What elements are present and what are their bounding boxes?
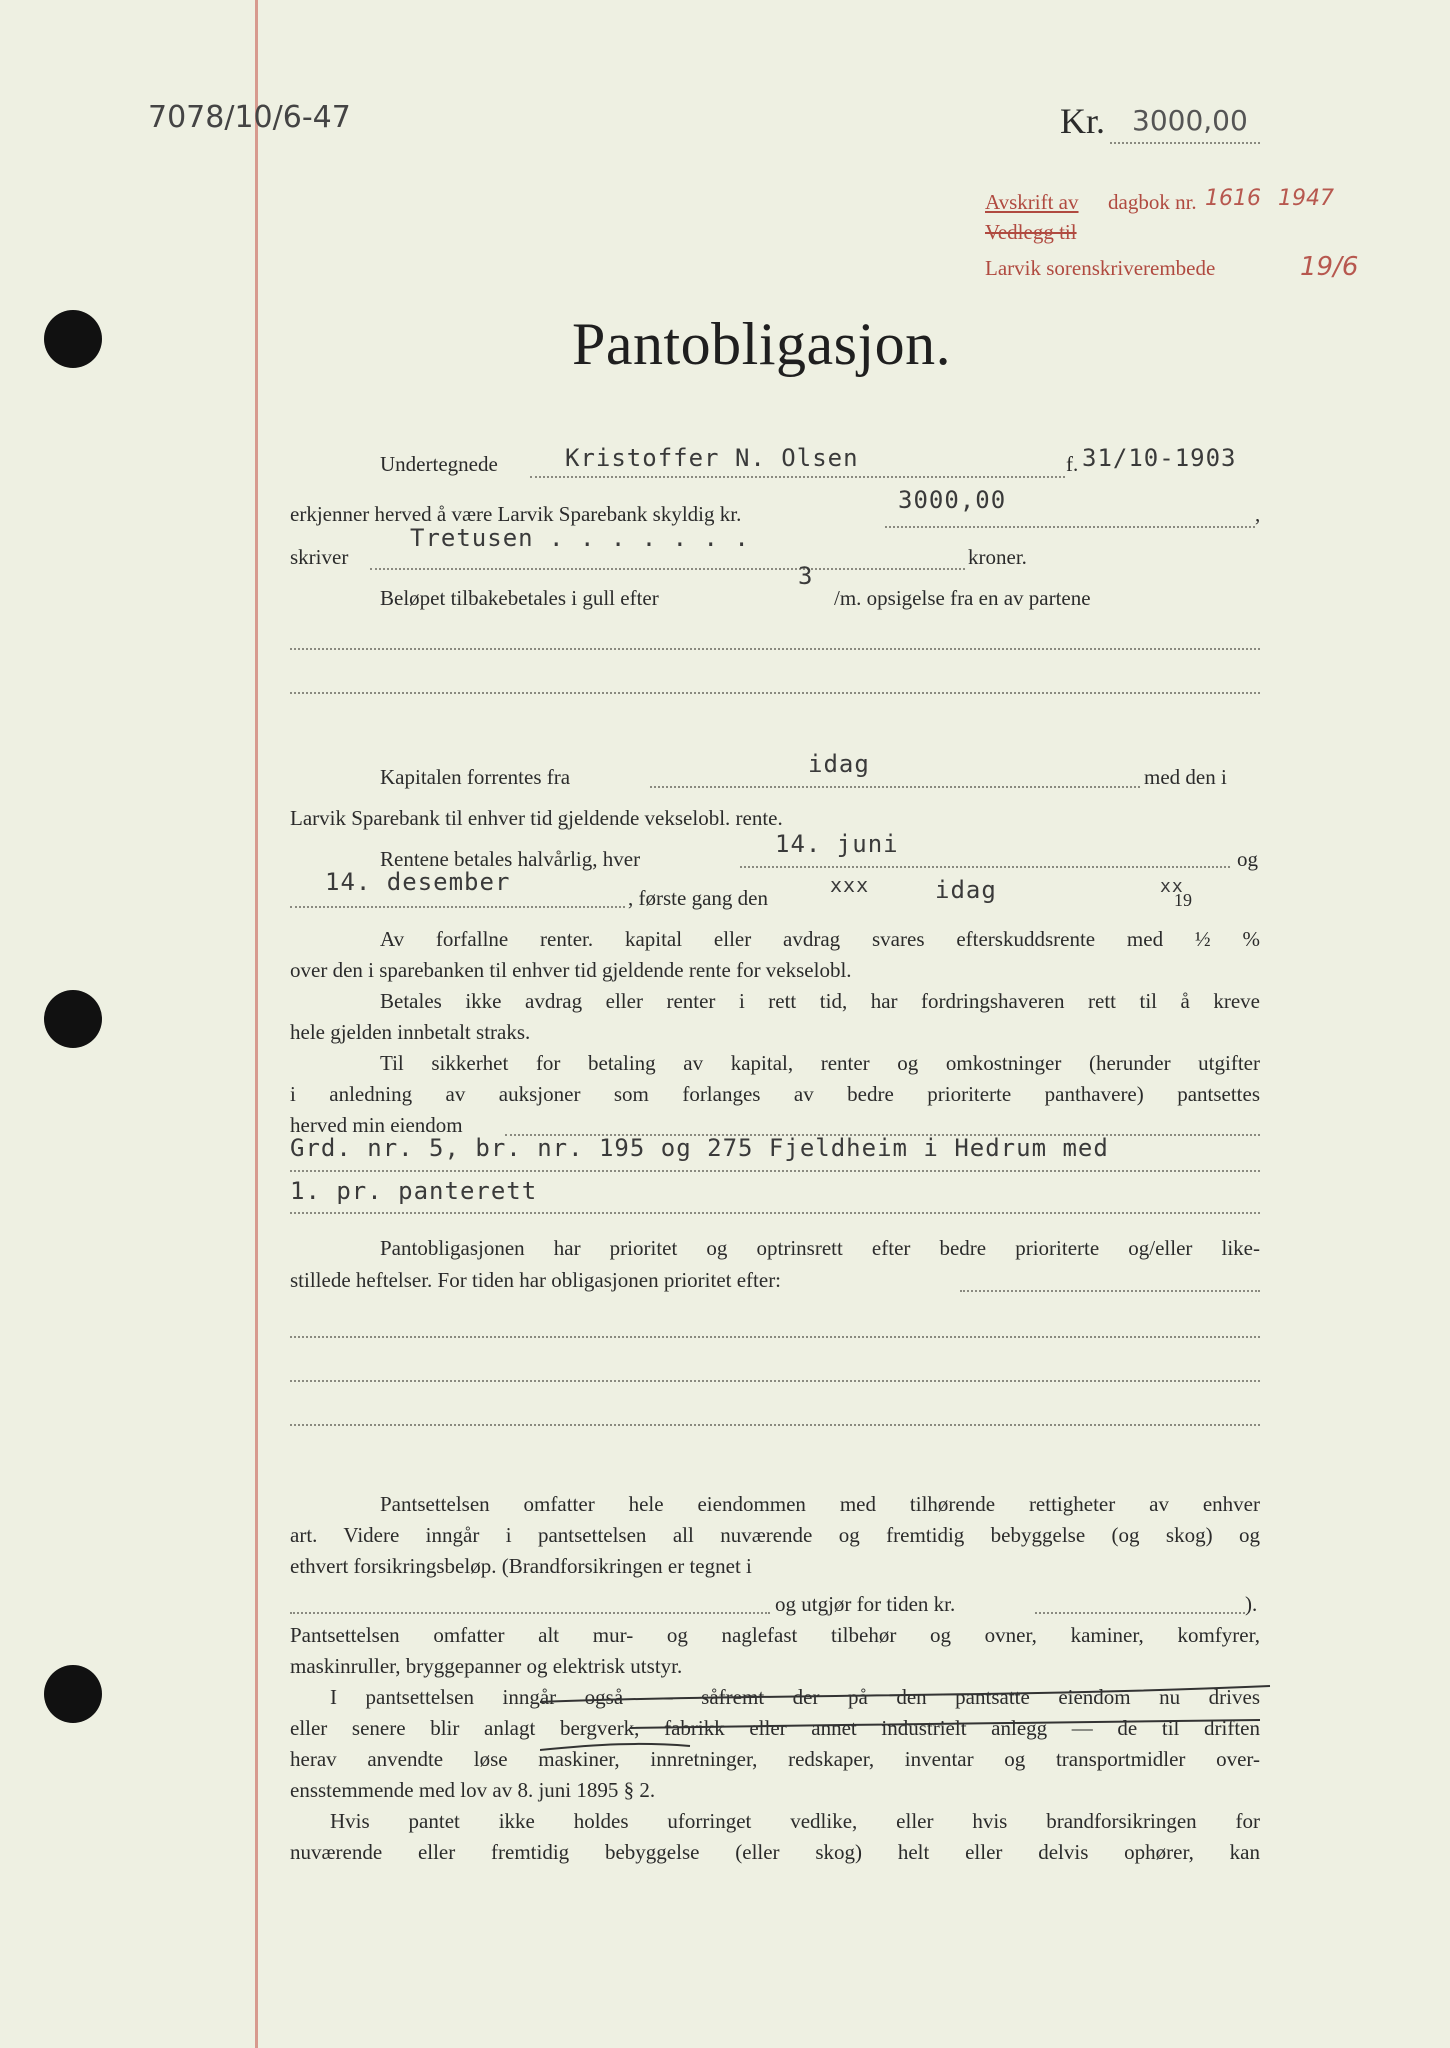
blank-line [290,1380,1260,1382]
blank-line [290,692,1260,694]
born-label: f. [1066,452,1079,476]
interest-pay-date2: 14. desember [325,868,511,896]
debtor-line [530,476,1065,478]
punch-hole [44,310,102,368]
paragraph-line: i anledning av auksjoner som forlanges av bedre prioriterte panthavere) pantsettes [290,1082,1260,1106]
debtor-name: Kristoffer N. Olsen [565,444,859,472]
paragraph-line: Hvis pantet ikke holdes uforringet vedlike, eller hvis brandforsikringen for [330,1809,1260,1833]
reference-number: 7078/10/6-47 [148,100,351,135]
blank-line [290,1336,1260,1338]
priority-line [960,1290,1260,1292]
stamp-journal-number: 1616 [1205,186,1261,211]
property-line [290,1170,1260,1172]
insurance-amount-line [1035,1612,1245,1614]
paragraph-line: Pantobligasjonen har prioritet og optrinsrett efter bedre prioriterte og/eller like- [380,1236,1260,1260]
born-date: 31/10-1903 [1082,444,1237,472]
paragraph-line: Av forfallne renter. kapital eller avdrag svares efterskuddsrente med ½ % [380,927,1260,951]
amount-label: Kr. [1060,101,1105,141]
interest-from-value: idag [808,750,870,778]
insurance-close: ). [1245,1592,1258,1616]
paragraph-line: stillede heftelser. For tiden har obligasjonen prioritet efter: [290,1268,782,1292]
property-line [290,1212,1260,1214]
interest-from-trail: med den i [1144,765,1227,789]
document-title: Pantobligasjon. [572,311,952,377]
repay-months: 3 [798,562,814,590]
stamp-copy-of: Avskrift av [985,190,1079,214]
paragraph-line: nuværende eller fremtidig bebyggelse (eller skog) helt eller delvis ophører, kan [290,1840,1260,1864]
acknowledge-text: erkjenner herved å være Larvik Sparebank skyldig kr. [290,502,742,526]
paragraph-line: hele gjelden innbetalt straks. [290,1020,531,1044]
stamp-journal-year: 1947 [1278,186,1334,211]
amount-dotted-line [885,526,1255,528]
property-description: Grd. nr. 5, br. nr. 195 og 275 Fjeldheim i Hedrum med [290,1134,1109,1162]
strikethrough-marks [540,1680,1280,1775]
amount-in-words: Tretusen . . . . . . . [410,524,750,552]
paragraph-line: herved min eiendom [290,1113,463,1137]
amount-value: 3000,00 [1132,104,1248,137]
punch-hole [44,990,102,1048]
margin-line [255,0,258,2048]
interest-xxx: xxx [830,873,870,897]
repay-text: Beløpet tilbakebetales i gull efter [380,586,659,610]
paragraph-line: Til sikkerhet for betaling av kapital, renter og omkostninger (herunder utgifter [380,1051,1260,1075]
interest-first-time: , første gang den [628,886,768,910]
paragraph-line: eller senere blir anlagt bergverk, fabrikk eller annet industrielt anlegg — de til driften [290,1716,1260,1740]
debtor-label: Undertegnede [380,452,498,476]
paragraph-line: Pantsettelsen omfatter hele eiendommen med tilhørende rettigheter av enhver [380,1492,1260,1516]
interest-xx: xx [1160,876,1184,897]
paragraph-line: herav anvendte løse maskiner, innretninger, redskaper, inventar og transportmidler over- [290,1747,1260,1771]
punch-hole [44,1665,102,1723]
write-label: skriver [290,545,349,569]
stamp-journal-label: dagbok nr. [1108,190,1197,214]
paragraph-line: Pantsettelsen omfatter alt mur- og naglefast tilbehør og ovner, kaminer, komfyrer, [290,1623,1260,1647]
interest-from-label: Kapitalen forrentes fra [380,765,571,789]
interest-from-line [650,786,1140,788]
kroner-label: kroner. [968,545,1027,569]
interest-date1-line [740,866,1230,868]
interest-date2-line [290,906,625,908]
blank-line [290,648,1260,650]
interest-og: og [1237,847,1258,871]
paragraph-line: art. Videre inngår i pantsettelsen all nuværende og fremtidig bebyggelse (og skog) og [290,1523,1260,1547]
words-line [370,568,965,570]
property-description: 1. pr. panterett [290,1177,538,1205]
paragraph-line: ensstemmende med lov av 8. juni 1895 § 2. [290,1778,656,1802]
interest-first-date: idag [935,876,997,904]
paragraph-line: over den i sparebanken til enhver tid gjeldende rente for vekselobl. [290,958,852,982]
interest-pay-text: Rentene betales halvårlig, hver [380,847,641,871]
stamp-date: 19/6 [1300,252,1359,282]
repay-text-end: /m. opsigelse fra en av partene [834,586,1091,610]
interest-pay-date1: 14. juni [775,830,899,858]
amount-line [1110,142,1260,144]
paragraph-line: maskinruller, bryggepanner og elektrisk utstyr. [290,1654,683,1678]
paragraph-line: Betales ikke avdrag eller renter i rett tid, har fordringshaveren rett til å kreve [380,989,1260,1013]
paragraph-line: ethvert forsikringsbeløp. (Brandforsikringen er tegnet i [290,1554,752,1578]
stamp-office: Larvik sorenskriverembede [985,256,1216,280]
debt-amount: 3000,00 [898,486,1007,514]
paragraph-line: I pantsettelsen inngår også — såfremt der på den pantsatte eiendom nu drives [330,1685,1260,1709]
interest-year: 19 [1174,890,1192,910]
stamp-attachment: Vedlegg til [985,220,1077,244]
insurance-line [290,1612,770,1614]
insurance-amount-label: og utgjør for tiden kr. [775,1592,956,1616]
acknowledge-comma: , [1255,502,1261,526]
blank-line [290,1424,1260,1426]
interest-line: Larvik Sparebank til enhver tid gjeldende vekselobl. rente. [290,806,783,830]
